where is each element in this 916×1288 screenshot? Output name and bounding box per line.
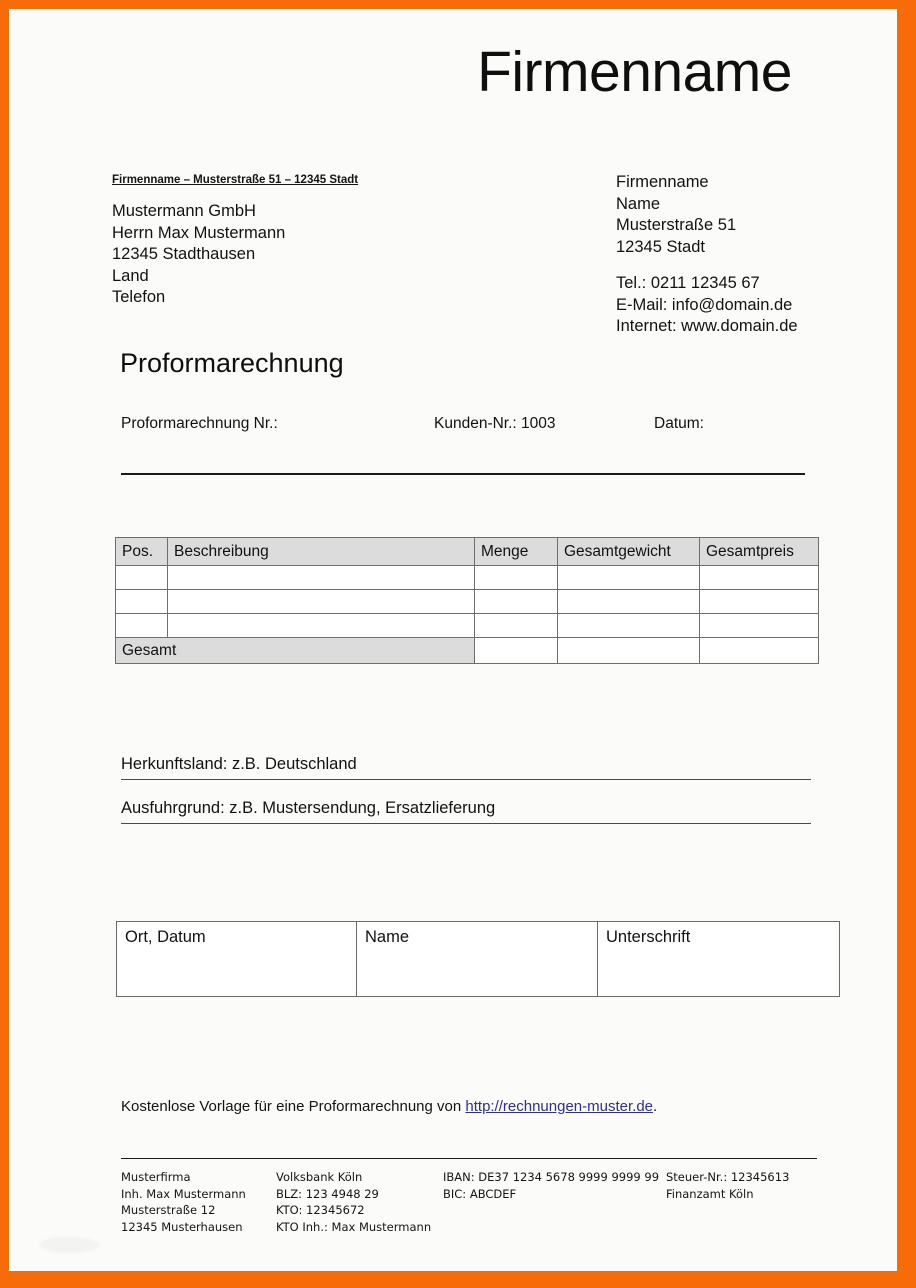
recipient-line: Mustermann GmbH xyxy=(112,202,256,220)
document-sheet xyxy=(9,9,897,1271)
footer-bank-column xyxy=(276,1169,431,1235)
invoice-number-label: Proformarechnung Nr.: xyxy=(121,415,278,432)
cell-gesamtpreis[interactable] xyxy=(700,614,819,638)
table-row xyxy=(116,614,819,638)
template-source-note xyxy=(121,1097,657,1117)
sender-website-line: Internet: www.domain.de xyxy=(616,317,798,335)
note-suffix-text: . xyxy=(653,1098,658,1115)
total-label: Gesamt xyxy=(116,638,475,664)
origin-country-field[interactable]: Herkunftsland: z.B. Deutschland xyxy=(121,753,811,780)
footer-line: 12345 Musterhausen xyxy=(121,1219,243,1234)
sender-address-line: Firmenname xyxy=(616,173,709,191)
cell-pos[interactable] xyxy=(116,614,168,638)
date-label: Datum: xyxy=(654,415,704,432)
sender-return-address-line: Firmenname – Musterstraße 51 – 12345 Stadt xyxy=(112,174,359,186)
template-source-link[interactable]: http://rechnungen-muster.de xyxy=(465,1098,654,1115)
items-table-total-row xyxy=(116,638,819,664)
cell-menge[interactable] xyxy=(475,614,558,638)
sender-address-line: Name xyxy=(616,194,661,213)
signature-cell-name[interactable]: Name xyxy=(357,922,598,997)
column-header-menge: Menge xyxy=(475,538,558,566)
footer-divider-rule xyxy=(121,1158,817,1159)
export-reason-field[interactable]: Ausfuhrgrund: z.B. Mustersendung, Ersatzlieferung xyxy=(121,797,811,824)
recipient-address-block xyxy=(112,201,285,309)
footer-tax-column xyxy=(666,1169,789,1202)
table-row xyxy=(116,590,819,614)
cell-beschreibung[interactable] xyxy=(168,566,475,590)
sender-address-line: Musterstraße 51 xyxy=(616,216,737,234)
cell-pos[interactable] xyxy=(116,590,168,614)
items-table-header-row xyxy=(116,538,819,566)
signature-row xyxy=(117,922,840,997)
table-row xyxy=(116,566,819,590)
cell-gesamtgewicht[interactable] xyxy=(558,566,700,590)
spacer xyxy=(616,258,798,273)
sender-contact-block xyxy=(616,172,798,338)
document-title: Proformarechnung xyxy=(120,348,344,378)
footer-line: IBAN: DE37 1234 5678 9999 9999 99 xyxy=(443,1170,660,1184)
total-cell-gesamtpreis[interactable] xyxy=(700,638,819,664)
cell-gesamtpreis[interactable] xyxy=(700,590,819,614)
recipient-line: Land xyxy=(112,266,149,285)
total-cell-menge[interactable] xyxy=(475,638,558,664)
cell-pos[interactable] xyxy=(116,566,168,590)
footer-line: KTO Inh.: Max Mustermann xyxy=(276,1219,432,1234)
cell-menge[interactable] xyxy=(475,566,558,590)
footer-company-column xyxy=(121,1169,246,1235)
cell-gesamtgewicht[interactable] xyxy=(558,614,700,638)
footer-line: Finanzamt Köln xyxy=(666,1186,754,1201)
signature-cell-unterschrift[interactable]: Unterschrift xyxy=(598,922,840,997)
sender-phone-line: Tel.: 0211 12345 67 xyxy=(616,274,760,292)
column-header-beschreibung: Beschreibung xyxy=(168,538,475,566)
footer-line: KTO: 12345672 xyxy=(276,1203,365,1217)
footer-line: Volksbank Köln xyxy=(276,1170,363,1184)
footer-line: BIC: ABCDEF xyxy=(443,1186,517,1201)
column-header-gesamtpreis: Gesamtpreis xyxy=(700,538,819,566)
footer-line: Musterstraße 12 xyxy=(121,1203,216,1217)
cell-gesamtgewicht[interactable] xyxy=(558,590,700,614)
footer-line: Musterfirma xyxy=(121,1170,191,1184)
cell-menge[interactable] xyxy=(475,590,558,614)
customer-number-label: Kunden-Nr.: 1003 xyxy=(434,415,556,432)
recipient-line: 12345 Stadthausen xyxy=(112,245,256,263)
sender-email-line: E-Mail: info@domain.de xyxy=(616,295,793,314)
cell-beschreibung[interactable] xyxy=(168,614,475,638)
cell-gesamtpreis[interactable] xyxy=(700,566,819,590)
recipient-line: Telefon xyxy=(112,288,166,306)
faint-watermark-artifact xyxy=(39,1237,99,1253)
footer-line: Inh. Max Mustermann xyxy=(121,1186,246,1201)
sender-address-line: 12345 Stadt xyxy=(616,237,705,256)
note-prefix-text: Kostenlose Vorlage für eine Proformarechnung von xyxy=(121,1098,466,1115)
footer-iban-column xyxy=(443,1169,659,1202)
column-header-pos: Pos. xyxy=(116,538,168,566)
column-header-gesamtgewicht: Gesamtgewicht xyxy=(558,538,700,566)
header-divider-rule xyxy=(121,473,805,475)
signature-cell-ort-datum[interactable]: Ort, Datum xyxy=(117,922,357,997)
cell-beschreibung[interactable] xyxy=(168,590,475,614)
footer-line: Steuer-Nr.: 12345613 xyxy=(666,1170,790,1184)
recipient-line: Herrn Max Mustermann xyxy=(112,223,286,242)
signature-table xyxy=(116,921,840,997)
footer-line: BLZ: 123 4948 29 xyxy=(276,1186,379,1201)
total-cell-gesamtgewicht[interactable] xyxy=(558,638,700,664)
items-table xyxy=(115,537,819,664)
company-title: Firmenname xyxy=(477,40,792,104)
